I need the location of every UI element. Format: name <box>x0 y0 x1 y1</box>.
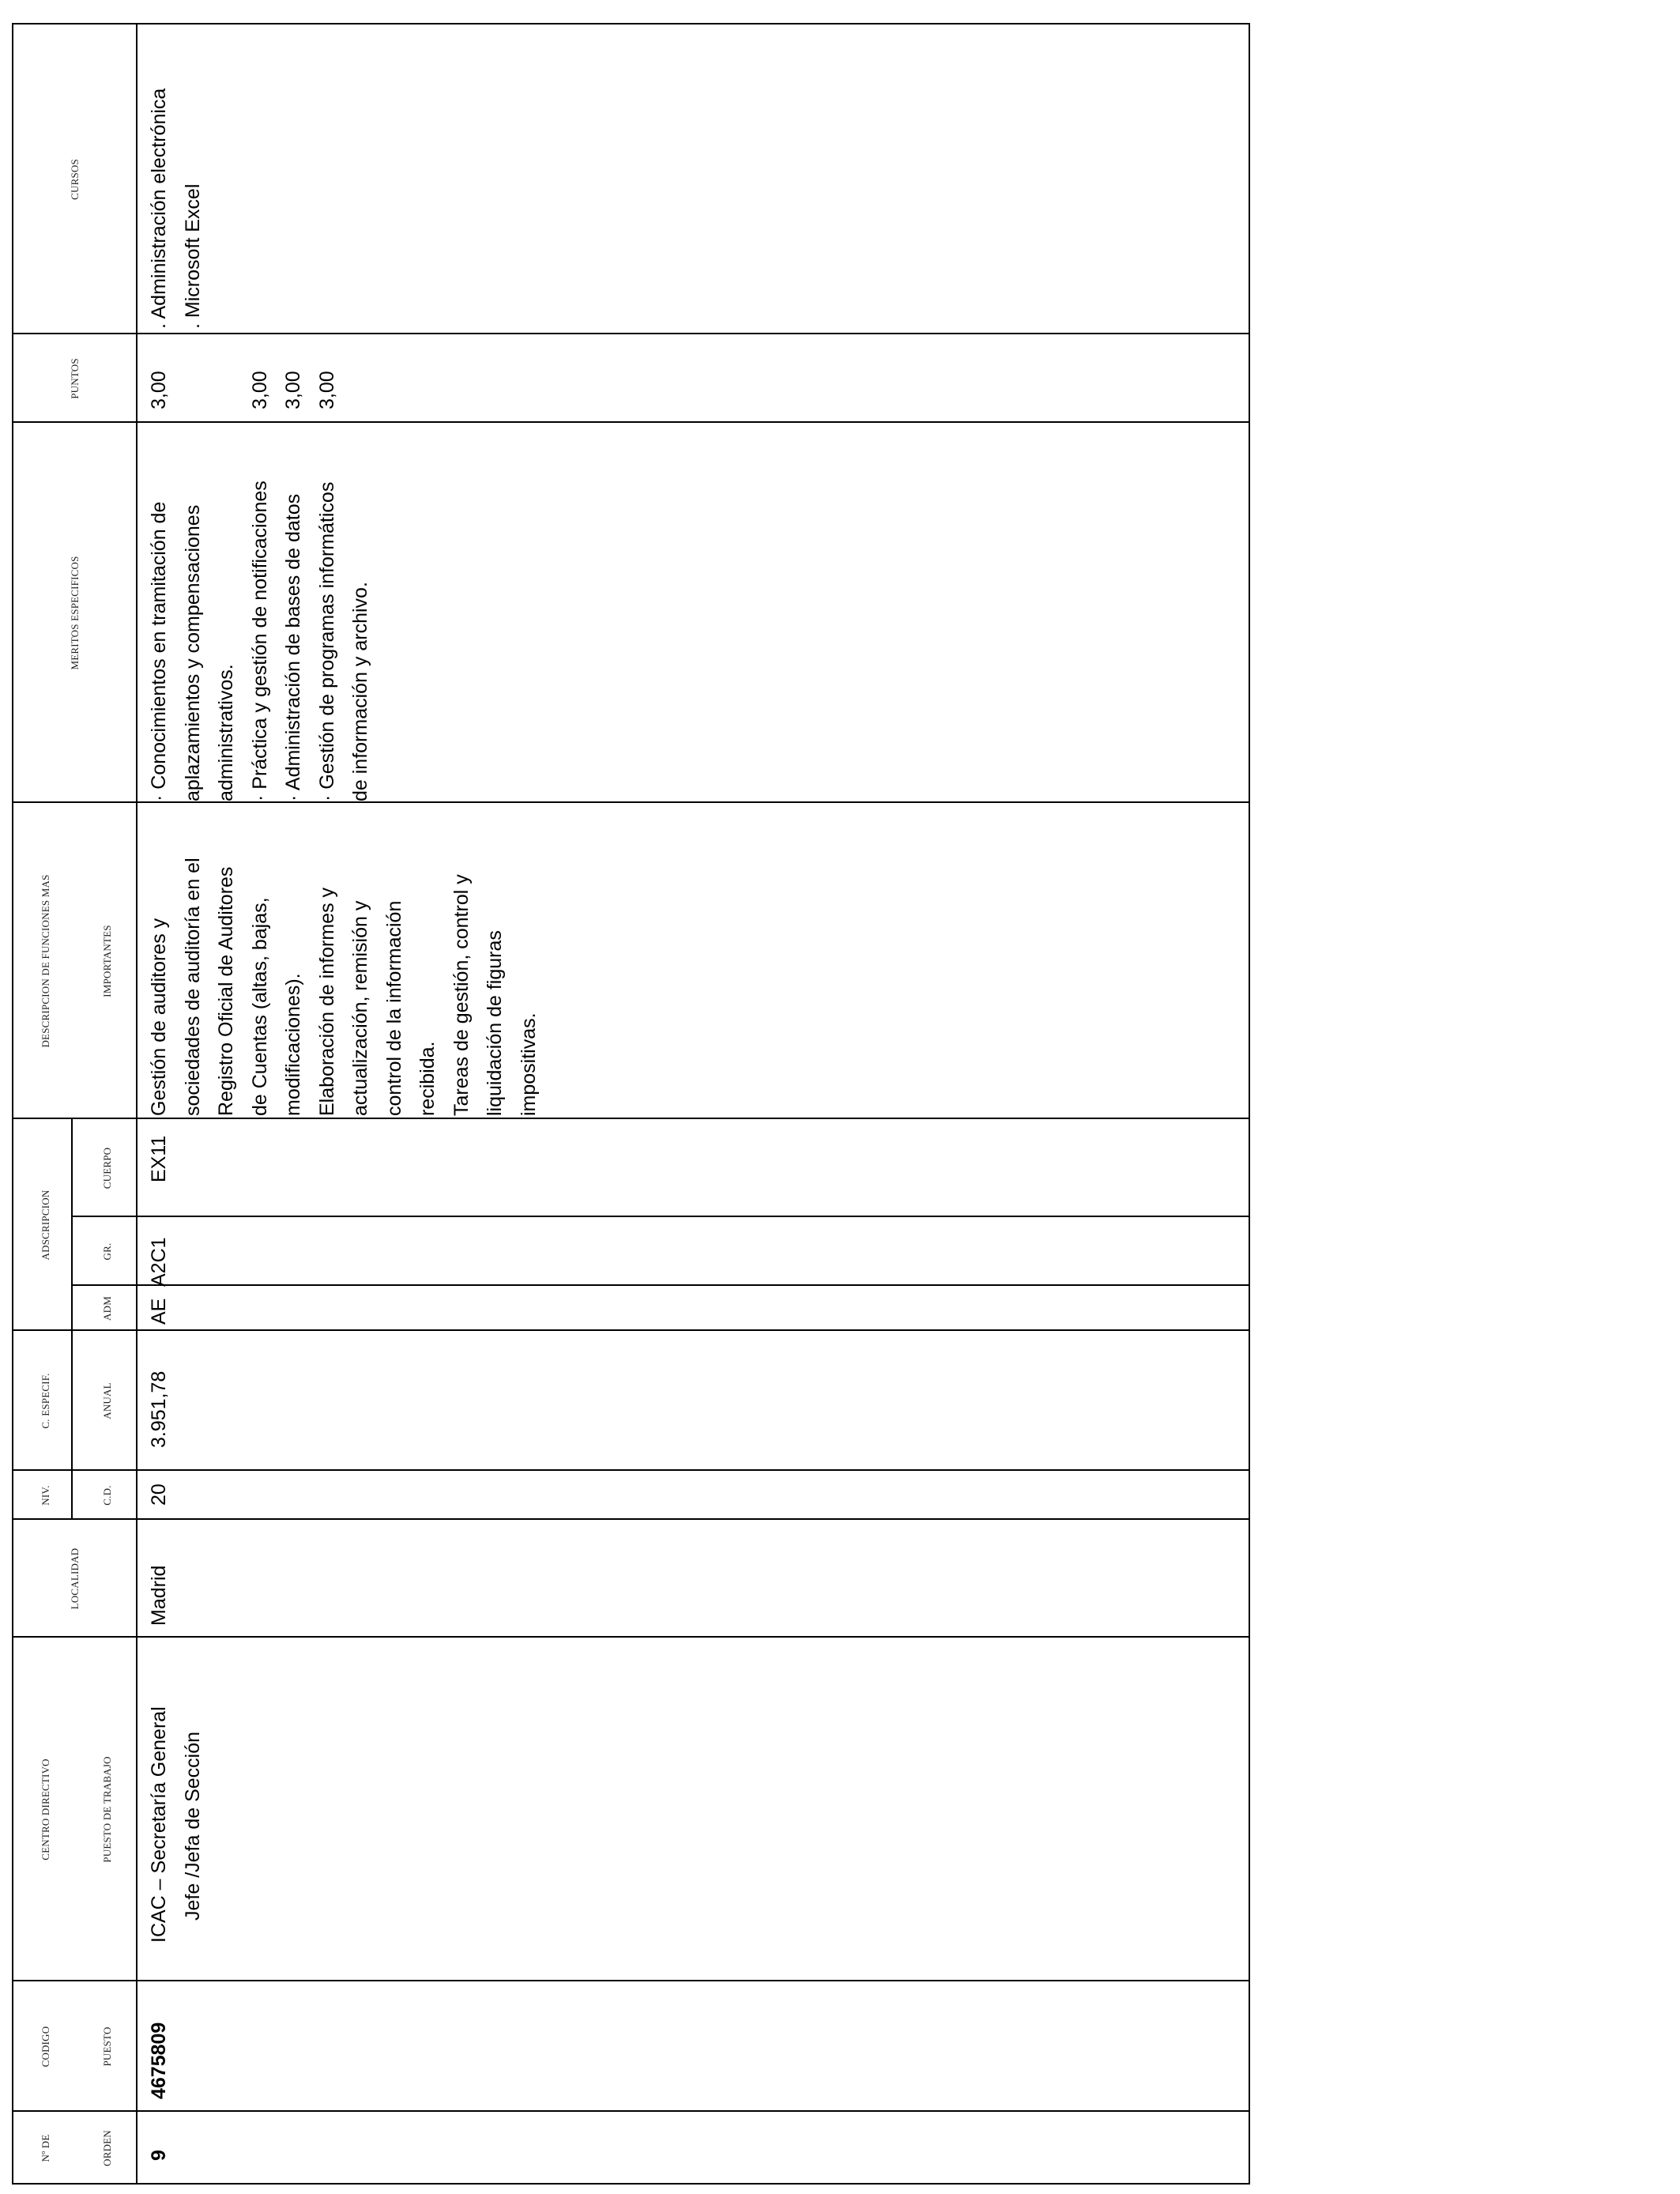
funciones-line: modificaciones). <box>282 973 304 1116</box>
cell-c-especif-anual: 3.951,78 <box>148 1370 170 1448</box>
header-cursos: CURSOS <box>69 159 81 200</box>
adscripcion-subheader-divider <box>71 1119 73 1331</box>
cell-nivel-cd: 20 <box>148 1483 170 1506</box>
header-localidad: LOCALIDAD <box>69 1547 81 1610</box>
meritos-line: aplazamientos y compensaciones <box>181 504 204 801</box>
nivel-subheader-divider <box>71 1471 73 1520</box>
col-divider-orden <box>12 2110 1249 2112</box>
cell-funciones <box>142 858 545 1116</box>
header-gr: GR. <box>101 1242 113 1261</box>
funciones-line: sociedades de auditoría en el <box>181 858 204 1116</box>
header-codigo: CODIGO <box>40 2026 51 2068</box>
cursos-line: . Microsoft Excel <box>181 183 204 329</box>
cursos-line: . Administración electrónica <box>148 88 170 329</box>
header-puntos: PUNTOS <box>69 358 81 399</box>
col-divider-gr <box>71 1216 1249 1217</box>
rotated-page <box>0 15 1262 2194</box>
cell-grupo: A2C1 <box>148 1237 170 1287</box>
puntos-line: 3,00 <box>282 371 304 409</box>
funciones-line: de Cuentas (altas, bajas, <box>248 897 271 1116</box>
puntos-line <box>209 371 243 409</box>
header-cd: C.D. <box>101 1485 113 1506</box>
header-descripcion-2: IMPORTANTES <box>101 925 113 997</box>
cell-localidad: Madrid <box>148 1565 170 1626</box>
header-adscripcion: ADSCRIPCION <box>40 1189 51 1261</box>
col-divider-codigo <box>12 1980 1249 1981</box>
header-anual: ANUAL <box>101 1382 113 1419</box>
header-body-divider <box>136 23 137 2185</box>
meritos-line: administrativos. <box>215 664 237 801</box>
header-num-orden-2: ORDEN <box>101 2130 113 2166</box>
header-meritos: MERITOS ESPECIFICOS <box>69 556 81 670</box>
header-niv: NIV. <box>40 1485 51 1506</box>
funciones-line: Elaboración de informes y <box>315 887 338 1116</box>
table-border-bottom <box>1249 23 1250 2185</box>
funciones-line: impositivas. <box>517 1012 540 1116</box>
puesto-line: Jefe /Jefa de Sección <box>181 1731 204 1921</box>
puntos-line: 3,00 <box>148 371 170 409</box>
header-cuerpo: CUERPO <box>101 1147 113 1189</box>
cell-codigo-puesto: 4675809 <box>148 2022 170 2099</box>
col-divider-localidad <box>12 1518 1249 1520</box>
cell-meritos <box>142 481 378 801</box>
col-divider-meritos <box>12 421 1249 423</box>
cell-puntos <box>142 371 344 409</box>
cell-adm: AE <box>148 1298 170 1325</box>
funciones-line: control de la información <box>382 900 405 1116</box>
table-border-left <box>12 2183 1249 2185</box>
col-divider-adm <box>71 1284 1249 1286</box>
cell-cursos <box>142 89 209 329</box>
col-divider-nivel <box>12 1469 1249 1471</box>
funciones-line: recibida. <box>416 1041 439 1116</box>
header-centro-directivo: CENTRO DIRECTIVO <box>40 1759 51 1860</box>
col-divider-puntos <box>12 333 1249 334</box>
header-codigo-puesto: PUESTO <box>101 2026 113 2067</box>
cell-num-orden: 9 <box>148 2150 170 2161</box>
puntos-line: 3,00 <box>315 371 338 409</box>
puntos-line <box>176 371 210 409</box>
header-c-especif: C. ESPECIF. <box>40 1373 51 1429</box>
cell-cuerpo: EX11 <box>148 1135 170 1182</box>
col-divider-adscripcion <box>12 1118 1249 1119</box>
meritos-line: · Práctica y gestión de notificaciones <box>248 481 271 801</box>
header-puesto-trabajo: PUESTO DE TRABAJO <box>101 1756 113 1863</box>
header-adm: ADM <box>101 1296 113 1321</box>
funciones-line: Registro Oficial de Auditores <box>215 866 237 1116</box>
table-border-right <box>12 23 1249 25</box>
funciones-line: Tareas de gestión, control y <box>450 874 473 1116</box>
cell-centro-puesto <box>142 1706 209 1943</box>
funciones-line: Gestión de auditores y <box>148 918 170 1116</box>
meritos-line: · Conocimientos en tramitación de <box>148 501 170 801</box>
meritos-line: de información y archivo. <box>349 582 371 801</box>
header-descripcion-1: DESCRIPCION DE FUNCIONES MAS <box>40 874 51 1048</box>
table-border-top <box>12 23 13 2185</box>
meritos-line: · Administración de bases de datos <box>282 493 304 801</box>
puntos-line: 3,00 <box>248 371 271 409</box>
job-table <box>0 15 1262 2194</box>
centro-line: ICAC – Secretaría General <box>148 1706 170 1943</box>
especif-subheader-divider <box>71 1331 73 1471</box>
col-divider-descripcion <box>12 801 1249 803</box>
col-divider-centro <box>12 1636 1249 1638</box>
meritos-line: · Gestión de programas informáticos <box>315 481 338 801</box>
funciones-line: actualización, remisión y <box>349 900 371 1116</box>
header-num-orden-1: Nº DE <box>40 2134 51 2162</box>
funciones-line: liquidación de figuras <box>484 930 506 1116</box>
col-divider-especif <box>12 1329 1249 1331</box>
